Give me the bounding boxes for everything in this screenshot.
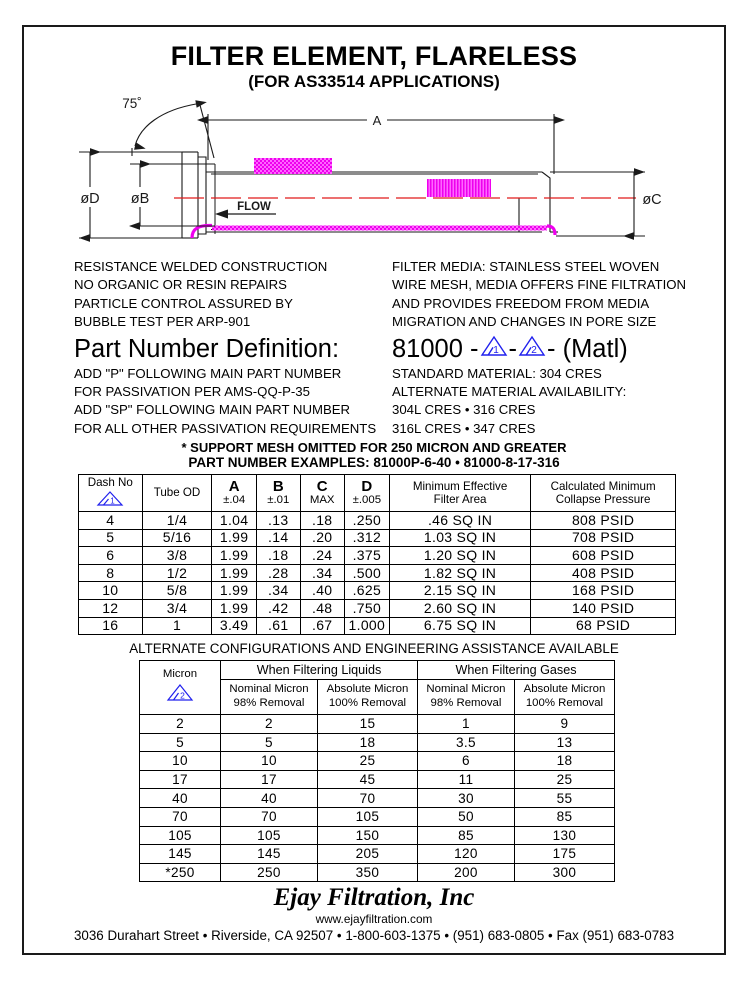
spec-left-note-0: ADD "P" FOLLOWING MAIN PART NUMBER [74, 365, 342, 381]
spec-cell-dim-c: .48 [300, 599, 344, 617]
spec-header-filter-area-l1: Minimum Effective [412, 479, 508, 493]
spec-cell-dim-a: 1.99 [212, 582, 256, 600]
spec-header-b-tol: ±.01 [267, 494, 290, 506]
micron-cell-micron: 40 [140, 789, 221, 808]
spec-header-filter-area-l2: Filter Area [433, 493, 487, 506]
micron-cell-liquid-absolute: 150 [317, 826, 417, 845]
part-number-format [392, 334, 712, 364]
spec-header-a-tol: ±.04 [223, 494, 246, 506]
micron-header-liquid-nominal-l1: Nominal Micron [229, 683, 309, 696]
spec-cell-dash-no: 6 [79, 547, 143, 565]
spec-right-note-1: ALTERNATE MATERIAL AVAILABILITY: [392, 384, 627, 400]
company-address: 3036 Durahart Street • Riverside, CA 92507 • 1-800-603-1375 • (951) 683-0805 • Fax (951) 683-0783 [73, 928, 675, 943]
spec-header-b-letter: B [272, 478, 284, 495]
spec-cell-dim-b: .34 [256, 582, 300, 600]
mesh-lining [212, 226, 547, 231]
micron-cell-micron: 2 [140, 715, 221, 734]
part-number-definition-heading: Part Number Definition: [74, 334, 340, 363]
dim-d-label: øD [80, 191, 100, 207]
spec-header-a-letter: A [228, 478, 240, 495]
spec-cell-dim-d: .312 [344, 529, 389, 547]
spec-header-d-letter: D [361, 478, 373, 495]
support-mesh-note: * SUPPORT MESH OMITTED FOR 250 MICRON AND GREATER [181, 440, 567, 455]
spec-header-d [344, 475, 389, 512]
spec-right-0: FILTER MEDIA: STAINLESS STEEL WOVEN [392, 259, 660, 274]
mesh-end-curve-right [547, 226, 555, 235]
part-number-examples: PART NUMBER EXAMPLES: 81000P-6-40 • 81000-8-17-316 [188, 455, 560, 470]
spec-cell-filter-area: 6.75 SQ IN [389, 617, 530, 635]
spec-header-collapse-pressure [531, 475, 676, 512]
spec-header-b [256, 475, 300, 512]
spec-cell-filter-area: 2.15 SQ IN [389, 582, 530, 600]
spec-right-1: WIRE MESH, MEDIA OFFERS FINE FILTRATION [392, 277, 687, 293]
spec-table-body [79, 512, 676, 635]
spec-left-note-1: FOR PASSIVATION PER AMS-QQ-P-35 [74, 384, 310, 400]
micron-header-liquid-absolute [317, 680, 417, 715]
alternate-configurations-note: ALTERNATE CONFIGURATIONS AND ENGINEERING ASSISTANCE AVAILABLE [129, 641, 619, 656]
spec-header-c-tol: MAX [309, 494, 335, 506]
micron-cell-gas-absolute: 85 [514, 807, 614, 826]
dim-b-label: øB [130, 191, 150, 207]
spec-right-note-2: 304L CRES • 316 CRES [392, 402, 536, 418]
micron-cell-gas-absolute: 55 [514, 789, 614, 808]
micron-table-wrapper [139, 660, 615, 882]
micron-cell-gas-absolute: 18 [514, 752, 614, 771]
spec-cell-filter-area: .46 SQ IN [389, 512, 530, 530]
micron-cell-gas-nominal: 200 [417, 863, 514, 882]
spec-cell-dash-no: 5 [79, 529, 143, 547]
spec-cell-dim-a: 1.99 [212, 529, 256, 547]
mesh-patch-left [254, 158, 332, 174]
table-row [79, 512, 676, 530]
spec-cell-dim-a: 1.99 [212, 564, 256, 582]
spec-table [78, 474, 676, 635]
table-row [140, 845, 615, 864]
table-row [79, 582, 676, 600]
company-website[interactable]: www.ejayfiltration.com [315, 912, 433, 926]
micron-cell-liquid-absolute: 350 [317, 863, 417, 882]
spec-cell-dim-b: .18 [256, 547, 300, 565]
micron-header-gas-absolute [514, 680, 614, 715]
part-number-prefix: 81000 - [392, 334, 479, 363]
table-row [140, 715, 615, 734]
spec-cell-dim-d: .250 [344, 512, 389, 530]
spec-cell-collapse-pressure: 408 PSID [531, 564, 676, 582]
micron-cell-liquid-absolute: 70 [317, 789, 417, 808]
spec-cell-collapse-pressure: 68 PSID [531, 617, 676, 635]
callout-triangle-1-icon [95, 490, 125, 507]
micron-cell-micron: 105 [140, 826, 221, 845]
spec-cell-filter-area: 1.82 SQ IN [389, 564, 530, 582]
micron-cell-gas-nominal: 30 [417, 789, 514, 808]
part-number-suffix: - (Matl) [547, 334, 628, 363]
micron-cell-liquid-absolute: 15 [317, 715, 417, 734]
assembly-drawing [22, 86, 726, 261]
micron-table-body [140, 715, 615, 882]
spec-cell-tube-od: 3/8 [142, 547, 212, 565]
table-row [140, 807, 615, 826]
flow-indicator [228, 201, 276, 214]
micron-header-liquid-absolute-l1: Absolute Micron [326, 683, 409, 696]
spec-table-header-row [79, 475, 676, 512]
micron-cell-liquid-nominal: 40 [221, 789, 318, 808]
micron-cell-micron: 5 [140, 733, 221, 752]
spec-cell-dim-b: .28 [256, 564, 300, 582]
micron-cell-liquid-nominal: 250 [221, 863, 318, 882]
spec-cell-dim-c: .34 [300, 564, 344, 582]
drawing-svg [22, 86, 726, 261]
spec-cell-filter-area: 2.60 SQ IN [389, 599, 530, 617]
dim-c-label: øC [642, 192, 662, 208]
micron-cell-liquid-absolute: 105 [317, 807, 417, 826]
specifications-text [22, 258, 726, 438]
svg-text:2: 2 [180, 690, 185, 701]
micron-cell-liquid-absolute: 25 [317, 752, 417, 771]
micron-header-liquid-nominal [221, 680, 318, 715]
spec-cell-dim-d: .625 [344, 582, 389, 600]
spec-column-right [392, 258, 712, 438]
micron-header-gas-absolute-l2: 100% Removal [525, 697, 604, 709]
angle-callout [132, 104, 214, 158]
table-row [140, 863, 615, 882]
micron-header-micron-label: Micron [162, 668, 198, 681]
spec-column-left [74, 258, 394, 438]
spec-cell-filter-area: 1.03 SQ IN [389, 529, 530, 547]
spec-cell-dim-a: 1.99 [212, 599, 256, 617]
spec-cell-dim-c: .67 [300, 617, 344, 635]
table-row [140, 826, 615, 845]
part-number-dash-1: - [508, 334, 517, 363]
spec-right-note-3: 316L CRES • 347 CRES [392, 420, 536, 436]
table-row [140, 733, 615, 752]
spec-cell-dim-b: .13 [256, 512, 300, 530]
spec-cell-dim-b: .42 [256, 599, 300, 617]
spec-table-wrapper [78, 474, 676, 635]
angle-label: 75˚ [122, 96, 142, 111]
spec-cell-dim-d: .500 [344, 564, 389, 582]
micron-header-liquid-absolute-l2: 100% Removal [328, 697, 407, 709]
spec-cell-dim-c: .24 [300, 547, 344, 565]
micron-header-gas-nominal-l1: Nominal Micron [426, 683, 506, 696]
spec-cell-tube-od: 1/2 [142, 564, 212, 582]
micron-cell-liquid-nominal: 5 [221, 733, 318, 752]
spec-cell-dim-c: .40 [300, 582, 344, 600]
micron-cell-micron: 10 [140, 752, 221, 771]
micron-cell-liquid-absolute: 205 [317, 845, 417, 864]
micron-cell-liquid-nominal: 17 [221, 770, 318, 789]
micron-cell-liquid-nominal: 2 [221, 715, 318, 734]
flow-label: FLOW [237, 201, 271, 213]
micron-cell-liquid-nominal: 145 [221, 845, 318, 864]
micron-cell-gas-nominal: 1 [417, 715, 514, 734]
micron-header-gas-nominal-l2: 98% Removal [430, 697, 502, 709]
spec-header-collapse-pressure-l2: Collapse Pressure [555, 493, 651, 506]
micron-cell-gas-absolute: 9 [514, 715, 614, 734]
micron-cell-liquid-nominal: 105 [221, 826, 318, 845]
micron-cell-micron: 17 [140, 770, 221, 789]
spec-cell-dash-no: 10 [79, 582, 143, 600]
micron-cell-gas-nominal: 6 [417, 752, 514, 771]
spec-cell-collapse-pressure: 168 PSID [531, 582, 676, 600]
spec-header-tube-od: Tube OD [142, 475, 212, 512]
svg-text:2: 2 [531, 344, 537, 356]
mesh-patch-right [427, 179, 491, 197]
spec-left-2: PARTICLE CONTROL ASSURED BY [74, 295, 293, 311]
micron-cell-micron: 145 [140, 845, 221, 864]
title-block [22, 42, 726, 92]
spec-cell-dim-b: .61 [256, 617, 300, 635]
spec-cell-collapse-pressure: 808 PSID [531, 512, 676, 530]
spec-header-filter-area [389, 475, 530, 512]
footer [22, 884, 726, 944]
spec-cell-dash-no: 16 [79, 617, 143, 635]
spec-left-note-2: ADD "SP" FOLLOWING MAIN PART NUMBER [74, 402, 351, 418]
micron-cell-gas-absolute: 300 [514, 863, 614, 882]
spec-cell-tube-od: 5/16 [142, 529, 212, 547]
page-title: FILTER ELEMENT, FLARELESS [170, 41, 578, 71]
table-row [140, 770, 615, 789]
spec-cell-filter-area: 1.20 SQ IN [389, 547, 530, 565]
micron-cell-gas-absolute: 25 [514, 770, 614, 789]
svg-text:1: 1 [492, 344, 499, 356]
micron-cell-micron: 70 [140, 807, 221, 826]
micron-cell-gas-absolute: 13 [514, 733, 614, 752]
spec-left-0: RESISTANCE WELDED CONSTRUCTION [74, 259, 328, 274]
micron-cell-liquid-absolute: 45 [317, 770, 417, 789]
spec-left-3: BUBBLE TEST PER ARP-901 [74, 314, 251, 330]
micron-cell-gas-absolute: 175 [514, 845, 614, 864]
company-name: Ejay Filtration, Inc [273, 884, 475, 911]
svg-text:1: 1 [110, 496, 116, 506]
micron-cell-micron: *250 [140, 863, 221, 882]
micron-cell-gas-nominal: 120 [417, 845, 514, 864]
micron-header-gas-nominal [417, 680, 514, 715]
spec-right-2: AND PROVIDES FREEDOM FROM MEDIA [392, 295, 650, 311]
spec-header-c-letter: C [316, 478, 328, 495]
spec-left-note-3: FOR ALL OTHER PASSIVATION REQUIREMENTS [74, 420, 377, 436]
spec-cell-dim-c: .18 [300, 512, 344, 530]
micron-cell-gas-nominal: 3.5 [417, 733, 514, 752]
spec-header-dash-no [79, 475, 143, 512]
spec-cell-dash-no: 4 [79, 512, 143, 530]
spec-cell-dim-a: 1.99 [212, 547, 256, 565]
spec-cell-dim-a: 3.49 [212, 617, 256, 635]
callout-triangle-2-icon [518, 334, 546, 364]
micron-header-liquid-nominal-l2: 98% Removal [233, 697, 305, 709]
filter-body-outline [182, 152, 558, 238]
table-row [140, 789, 615, 808]
spec-cell-dash-no: 8 [79, 564, 143, 582]
table-row [140, 752, 615, 771]
micron-table [139, 660, 615, 882]
spec-header-d-tol: ±.005 [352, 494, 382, 506]
spec-cell-dim-d: .375 [344, 547, 389, 565]
spec-cell-tube-od: 1/4 [142, 512, 212, 530]
spec-cell-dash-no: 12 [79, 599, 143, 617]
micron-cell-liquid-nominal: 70 [221, 807, 318, 826]
table-row [79, 599, 676, 617]
table-row [79, 547, 676, 565]
micron-header-micron [140, 661, 221, 715]
dim-a-label: A [372, 113, 382, 128]
spec-cell-collapse-pressure: 708 PSID [531, 529, 676, 547]
spec-cell-dim-d: 1.000 [344, 617, 389, 635]
micron-cell-gas-absolute: 130 [514, 826, 614, 845]
micron-table-group-header-row [140, 661, 615, 680]
spec-header-c [300, 475, 344, 512]
spec-cell-dim-c: .20 [300, 529, 344, 547]
micron-cell-liquid-absolute: 18 [317, 733, 417, 752]
micron-cell-gas-nominal: 85 [417, 826, 514, 845]
micron-cell-gas-nominal: 50 [417, 807, 514, 826]
spec-right-3: MIGRATION AND CHANGES IN PORE SIZE [392, 314, 657, 330]
micron-header-group-liquids: When Filtering Liquids [221, 661, 418, 680]
micron-header-gas-absolute-l1: Absolute Micron [523, 683, 606, 696]
spec-header-dash-no-label: Dash No [87, 476, 133, 489]
spec-cell-dim-a: 1.04 [212, 512, 256, 530]
callout-triangle-1-icon [480, 334, 508, 364]
micron-cell-liquid-nominal: 10 [221, 752, 318, 771]
micron-header-group-gases: When Filtering Gases [417, 661, 614, 680]
spec-cell-collapse-pressure: 608 PSID [531, 547, 676, 565]
spec-cell-dim-d: .750 [344, 599, 389, 617]
spec-cell-tube-od: 5/8 [142, 582, 212, 600]
table-row [79, 529, 676, 547]
spec-right-note-0: STANDARD MATERIAL: 304 CRES [392, 365, 602, 381]
page-subtitle: (FOR AS33514 APPLICATIONS) [248, 72, 500, 92]
callout-triangle-2-icon [165, 682, 195, 702]
table-row [79, 617, 676, 635]
spec-cell-tube-od: 3/4 [142, 599, 212, 617]
spec-cell-collapse-pressure: 140 PSID [531, 599, 676, 617]
spec-left-1: NO ORGANIC OR RESIN REPAIRS [74, 277, 287, 293]
micron-cell-gas-nominal: 11 [417, 770, 514, 789]
spec-cell-tube-od: 1 [142, 617, 212, 635]
table-row [79, 564, 676, 582]
spec-header-a [212, 475, 256, 512]
spec-header-collapse-pressure-l1: Calculated Minimum [550, 479, 656, 493]
spec-cell-dim-b: .14 [256, 529, 300, 547]
